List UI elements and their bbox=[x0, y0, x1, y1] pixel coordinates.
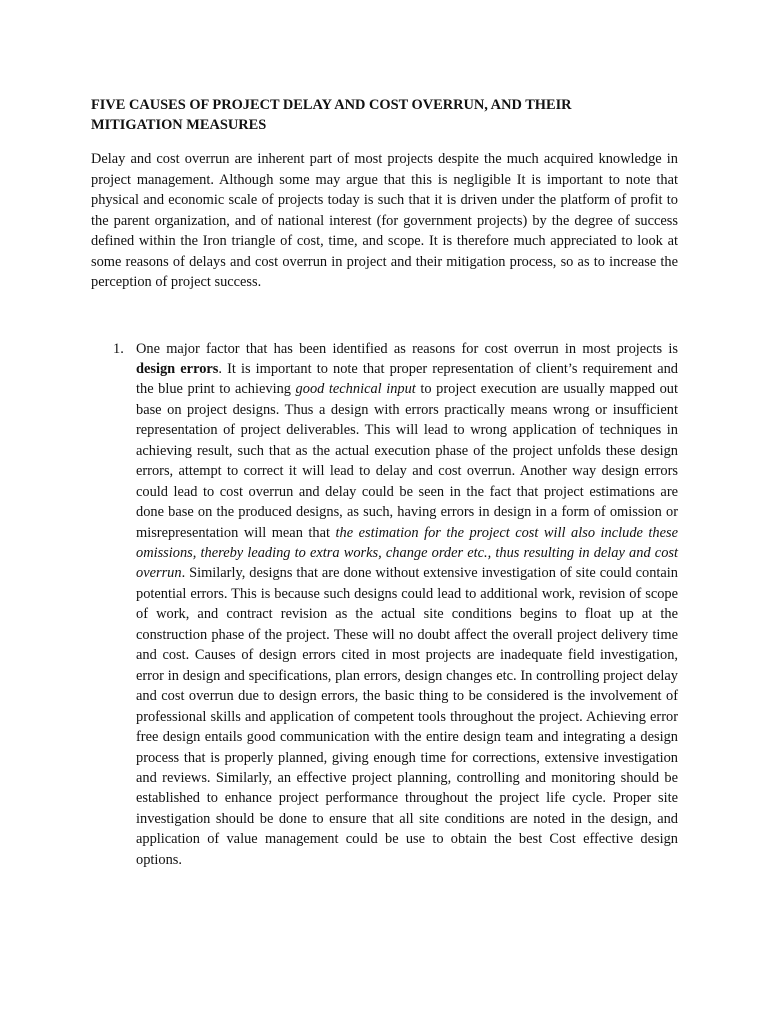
item-italic-phrase: good technical input bbox=[295, 381, 416, 398]
item-text-segment: . It is important to note that proper representation of client’s requirement and the blue print to achieving bbox=[136, 360, 678, 398]
causes-list bbox=[91, 339, 678, 871]
item-bold-term: design errors bbox=[136, 360, 219, 377]
item-text-segment: to project execution are usually mapped out base on project designs. Thus a design with errors practically means wrong or insufficient representation of project deliverables. This will lead to wrong application of techniques in achieving result, such that as the actual execution phase of the project unfolds these design errors, attempt to correct it will lead to delay and cost overrun. Another way design errors could lead to cost overrun and delay could be seen in the fact that project estimations are done base on the produced designs, as such, having errors in design in a form of omission or misrepresentation will mean that bbox=[136, 381, 678, 541]
item-italic-phrase: the estimation for the project cost will also include these omissions, thereby leading to extra works, change order etc., thus resulting in delay and cost overrun bbox=[136, 524, 678, 582]
item-text-segment: One major factor that has been identified as reasons for cost overrun in most projects is bbox=[136, 340, 678, 357]
item-text-segment: . Similarly, designs that are done without extensive investigation of site could contain potential errors. This is because such designs could lead to additional work, revision of scope of work, and contract revision as the actual site conditions begins to float up at the construction phase of the project. These will no doubt affect the overall project delivery time and cost. Causes of design errors cited in most projects are inadequate field investigation, error in design and specifications, plan errors, design changes etc. In controlling project delay and cost overrun due to design errors, the basic thing to be considered is the involvement of professional skills and application of competent tools throughout the project. Achieving error free design entails good communication with the entire design team and integrating a design process that is properly planned, giving enough time for corrections, extensive investigation and reviews. Similarly, an effective project planning, controlling and monitoring should be established to enhance project performance throughout the project life cycle. Proper site investigation should be done to ensure that all site conditions are noted in the design, and application of value management could be use to obtain the best Cost effective design options. bbox=[136, 565, 678, 868]
list-item-number: 1. bbox=[113, 340, 124, 357]
list-item bbox=[91, 339, 678, 871]
intro-paragraph: Delay and cost overrun are inherent part of most projects despite the much acquired knowledge in project management. Although some may argue that this is negligible It is important to note that physical and economic scale of projects today is such that it is driven under the platform of profit to the parent organization, and of national interest (for government projects) by the degree of success defined within the Iron triangle of cost, time, and scope. It is therefore much appreciated to look at some reasons of delays and cost overrun in project and their mitigation process, so as to increase the perception of project success. bbox=[91, 151, 678, 290]
document-title: FIVE CAUSES OF PROJECT DELAY AND COST OVERRUN, AND THEIR MITIGATION MEASURES bbox=[91, 97, 572, 133]
